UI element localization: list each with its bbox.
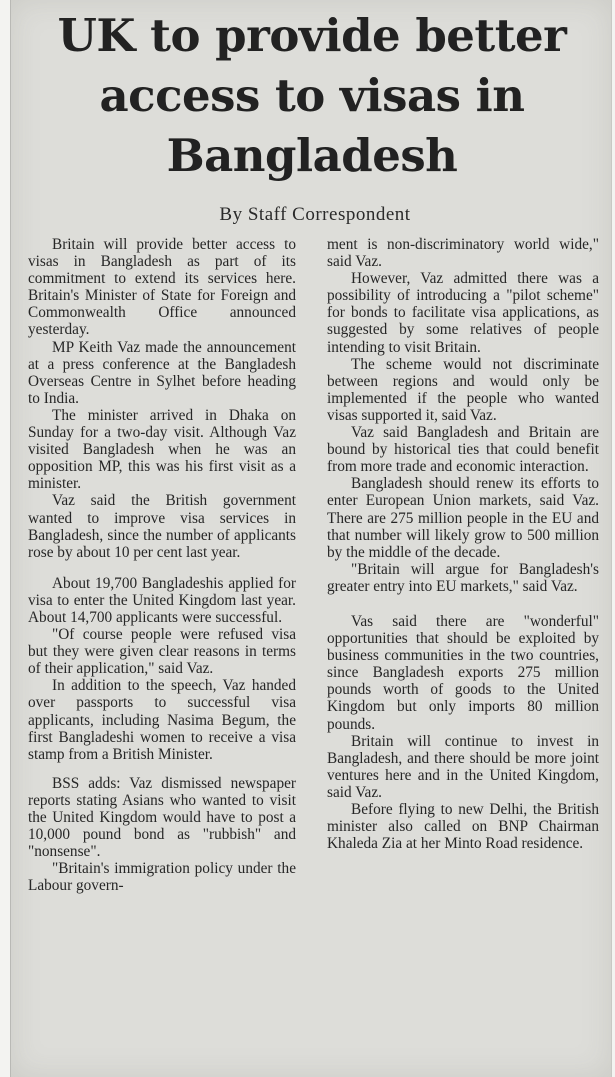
article-column-right <box>327 236 599 852</box>
paragraph: The minister arrived in Dhaka on Sunday for a two-day visit. Although Vaz visited Bangladesh when he was an opposition MP, this was his first visit as a minister. <box>28 406 296 493</box>
paragraph: However, Vaz admitted there was a possibility of introducing a "pilot scheme" for bonds to facilitate visa applications, as suggested by some relatives of people intending to visit Britain. <box>327 270 599 356</box>
paragraph: "Of course people were refused visa but they were given clear reasons in terms of their application," said Vaz. <box>28 626 296 678</box>
paragraph: Britain will continue to invest in Bangladesh, and there should be more joint ventures here and in the United Kingdom, said Vaz. <box>327 732 599 801</box>
paragraph: Vaz said Bangladesh and Britain are bound by historical ties that could benefit from more trade and economic interaction. <box>327 424 599 476</box>
paragraph: Britain will provide better access to visas in Bangladesh as part of its commitment to extend its services here. Britain's Minister of State for Foreign and Commonwealth Office announced yesterday. <box>28 236 296 339</box>
paragraph: In addition to the speech, Vaz handed over passports to successful visa applicants, including Nasima Begum, the first Bangladeshi women to receive a visa stamp from a British Minister. <box>28 677 296 763</box>
paragraph: The scheme would not discriminate between regions and would only be implemented if the people who wanted visas supported it, said Vaz. <box>327 355 599 424</box>
paragraph: About 19,700 Bangladeshis applied for visa to enter the United Kingdom last year. About 14,700 applicants were successful. <box>28 574 296 626</box>
paragraph: BSS adds: Vaz dismissed newspaper reports stating Asians who wanted to visit the United Kingdom would have to post a 10,000 pound bond as "rubbish" and "nonsense". <box>28 774 296 861</box>
headline: UK to provide better access to visas in Bangladesh <box>57 9 567 182</box>
paragraph: Before flying to new Delhi, the British minister also called on BNP Chairman Khaleda Zia at her Minto Road residence. <box>327 801 599 853</box>
paragraph: Bangladesh should renew its efforts to enter European Union markets, said Vaz. There are 275 million people in the EU and that number will likely grow to 500 million by the middle of the decade. <box>327 475 599 561</box>
paragraph: "Britain will argue for Bangladesh's greater entry into EU markets," said Vaz. <box>327 560 599 595</box>
paragraph: Vaz said the British government wanted to improve visa services in Bangladesh, since the number of applicants rose by about 10 per cent last year. <box>28 492 296 561</box>
byline: By Staff Correspondent <box>219 204 411 225</box>
paragraph: MP Keith Vaz made the announcement at a press conference at the Bangladesh Overseas Centre in Sylhet before heading to India. <box>28 338 296 407</box>
paragraph: ment is non-discriminatory world wide," said Vaz. <box>327 236 599 271</box>
article-column-left <box>28 236 296 894</box>
paragraph: Vas said there are "wonderful" opportunities that should be exploited by business communities in the two countries, since Bangladesh exports 275 million pounds worth of goods to the United Kingdom but only imports 80 million pounds. <box>327 612 599 733</box>
paragraph: "Britain's immigration policy under the Labour govern- <box>28 860 296 895</box>
